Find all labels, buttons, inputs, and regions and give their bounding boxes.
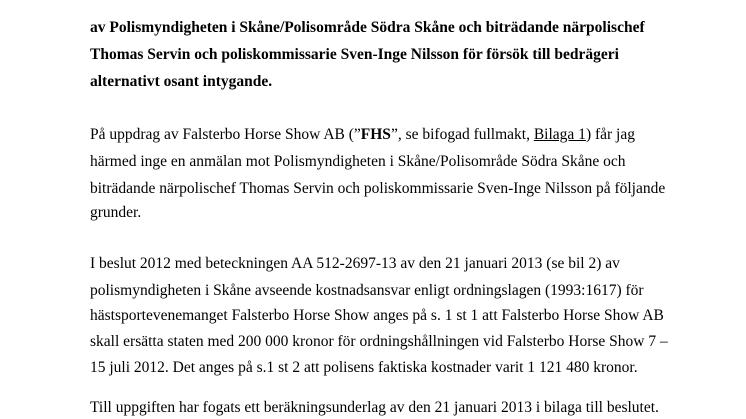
heading-line-3: alternativt osant intygande. <box>90 73 273 90</box>
paragraph-1-text-end: ) får jag <box>585 126 635 143</box>
bilaga-1-link[interactable]: Bilaga 1 <box>533 126 586 143</box>
paragraph-3-line-1: Till uppgiften har fogats ett beräkningsunderlag av den 21 januari 2013 i bilaga till beslutet. <box>90 399 659 416</box>
paragraph-2-line-5: 15 juli 2012. Det anges på s.1 st 2 att polisens faktiska kostnader varit 1 121 480 kronor. <box>90 359 638 376</box>
heading-line-1: av Polismyndigheten i Skåne/Polisområde Södra Skåne och biträdande närpolischef <box>90 19 645 36</box>
paragraph-2-line-1: I beslut 2012 med beteckningen AA 512-2697-13 av den 21 januari 2013 (se bil 2) av <box>90 255 620 272</box>
paragraph-1-text-start: På uppdrag av Falsterbo Horse Show AB (” <box>90 126 361 143</box>
paragraph-1-line-4: grunder. <box>90 204 142 221</box>
paragraph-2-line-2: polismyndigheten i Skåne avseende kostnadsansvar enligt ordningslagen (1993:1617) för <box>90 282 644 299</box>
paragraph-1-line-3: biträdande närpolischef Thomas Servin och poliskommissarie Sven-Inge Nilsson på följande <box>90 180 666 197</box>
paragraph-1-line-2: härmed inge en anmälan mot Polismyndigheten i Skåne/Polisområde Södra Skåne och <box>90 153 626 170</box>
paragraph-1-line-1 <box>90 125 635 145</box>
paragraph-1-text-mid: ”, se bifogad fullmakt, <box>390 126 534 143</box>
heading-line-2: Thomas Servin och poliskommissarie Sven-Inge Nilsson för försök till bedrägeri <box>90 46 619 63</box>
fhs-abbreviation: FHS <box>360 126 391 143</box>
paragraph-2-line-4: skall ersätta staten med 200 000 kronor för ordningshållningen vid Falsterbo Horse Show 7 – <box>90 333 668 350</box>
paragraph-2-line-3: hästsportevenemanget Falsterbo Horse Show anges på s. 1 st 1 att Falsterbo Horse Show AB <box>90 307 664 324</box>
